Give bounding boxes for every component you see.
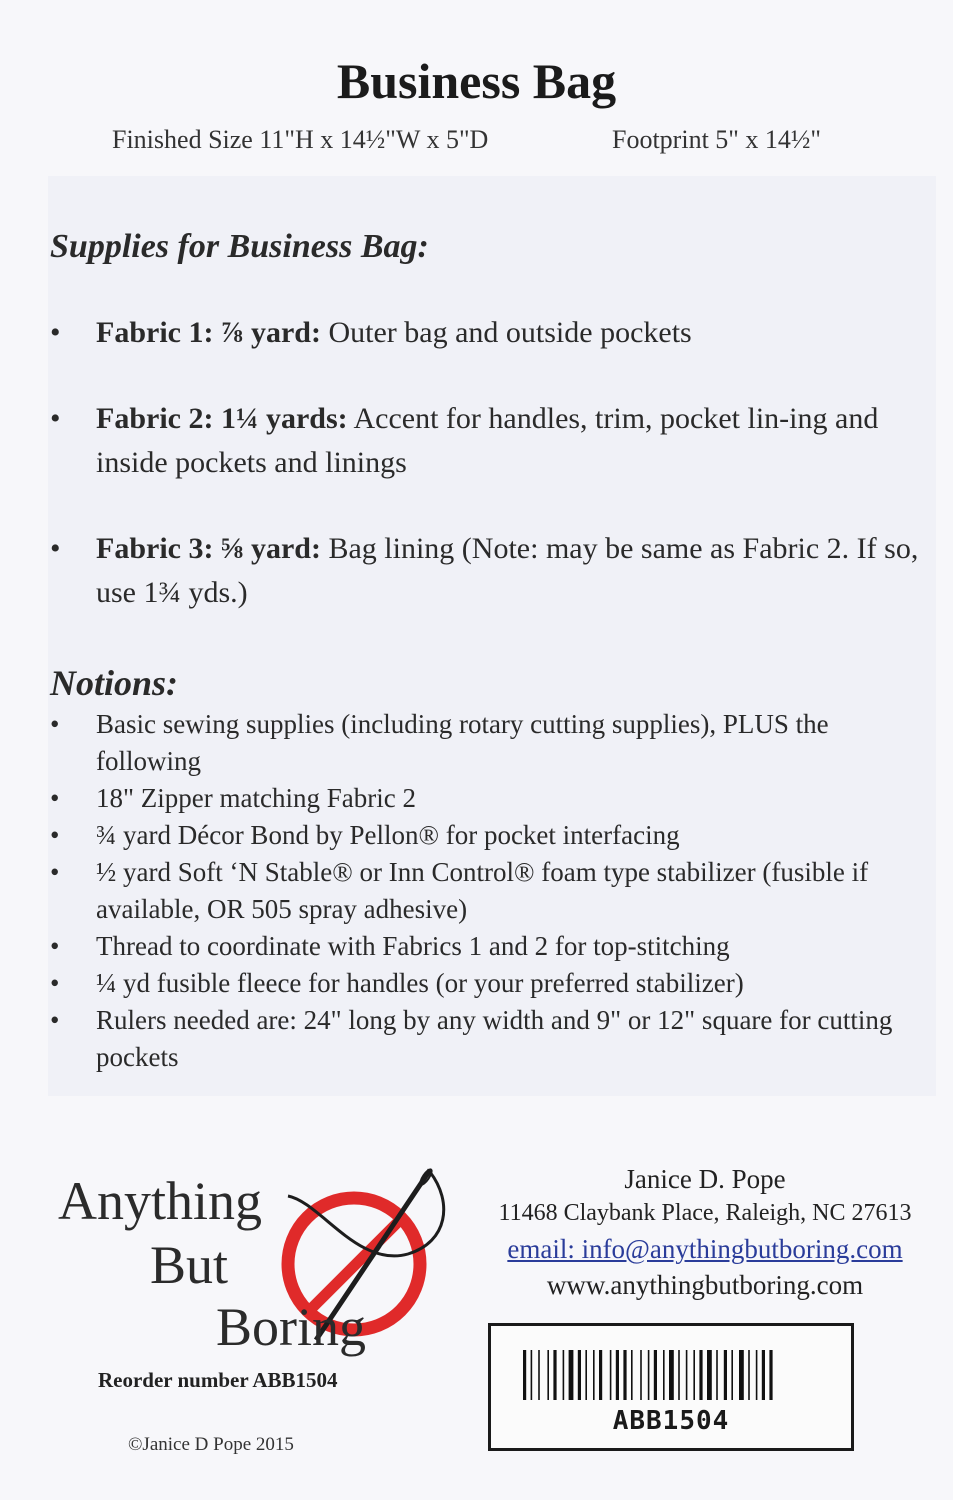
barcode-bar <box>678 1350 680 1400</box>
supply-item <box>50 397 920 485</box>
barcode-bar <box>731 1350 733 1400</box>
bullet: • <box>50 532 61 565</box>
barcode-bar <box>578 1350 581 1400</box>
contact-email-link[interactable]: email: info@anythingbutboring.com <box>507 1234 903 1264</box>
supply-text: Accent for handles, trim, pocket lin-ing and inside pockets and linings <box>96 402 879 479</box>
barcode-bar <box>623 1350 626 1400</box>
supply-item <box>50 311 920 355</box>
barcode-bar <box>640 1350 642 1400</box>
logo-word-but: But <box>150 1235 229 1295</box>
notion-item: • Thread to coordinate with Fabrics 1 and 2 for top-stitching <box>50 931 730 961</box>
finished-size: Finished Size 11"H x 14½"W x 5"D <box>112 125 489 154</box>
logo-word-boring: Boring <box>216 1297 367 1357</box>
notions-heading: Notions: <box>50 663 179 703</box>
barcode-bar <box>563 1350 565 1400</box>
barcode-bars <box>523 1350 819 1400</box>
barcode-bar <box>762 1350 765 1400</box>
notion-item: • ½ yard Soft ‘N Stable® or Inn Control® foam type stabilizer (fusible if available, OR 505 spray adhesive) <box>50 857 869 924</box>
contact-address: 11468 Claybank Place, Raleigh, NC 27613 <box>498 1200 912 1226</box>
notion-item: • ¼ yd fusible fleece for handles (or your preferred stabilizer) <box>50 968 744 998</box>
footprint: Footprint 5" x 14½" <box>612 125 822 154</box>
barcode-bar <box>693 1350 695 1400</box>
barcode-bar <box>739 1350 744 1400</box>
barcode-bar <box>724 1350 727 1400</box>
supply-text: Outer bag and outside pockets <box>320 316 692 349</box>
barcode-bar <box>748 1350 750 1400</box>
barcode-bar <box>616 1350 619 1400</box>
copyright: ©Janice D Pope 2015 <box>128 1434 294 1455</box>
barcode-bar <box>553 1350 556 1400</box>
barcode-bar <box>686 1350 688 1400</box>
barcode-bar <box>769 1350 772 1400</box>
barcode-bar <box>599 1350 602 1400</box>
barcode-bar <box>669 1350 674 1400</box>
supply-label: Fabric 1: ⅞ yard: <box>96 316 321 349</box>
notion-item: • Rulers needed are: 24" long by any width and 9" or 12" square for cutting pockets <box>50 1005 893 1072</box>
barcode-bar <box>610 1350 612 1400</box>
notions-list <box>50 706 920 1076</box>
barcode-bar <box>569 1350 574 1400</box>
barcode-bar <box>663 1350 665 1400</box>
barcode-bar <box>547 1350 549 1400</box>
barcode-bar <box>531 1350 533 1400</box>
page-title: Business Bag <box>336 53 617 109</box>
supply-label: Fabric 2: 1¼ yards: <box>96 402 348 435</box>
logo-word-anything: Anything <box>58 1171 263 1231</box>
supply-label: Fabric 3: ⅝ yard: <box>96 532 321 565</box>
barcode-bar <box>648 1350 650 1400</box>
barcode-bar <box>707 1350 712 1400</box>
barcode-bar <box>523 1350 526 1400</box>
barcode-bar <box>593 1350 595 1400</box>
website-link[interactable]: www.anythingbutboring.com <box>546 1270 864 1300</box>
barcode-bar <box>716 1350 718 1400</box>
notion-item: • 18" Zipper matching Fabric 2 <box>50 783 416 813</box>
barcode-bar <box>631 1350 633 1400</box>
barcode <box>488 1323 854 1451</box>
bullet: • <box>50 316 61 349</box>
reorder-number: Reorder number ABB1504 <box>98 1368 338 1392</box>
notion-item: • ¾ yard Décor Bond by Pellon® for pocket interfacing <box>50 820 680 850</box>
barcode-bar <box>699 1350 702 1400</box>
brand-logo <box>58 1162 458 1362</box>
barcode-bar <box>538 1350 540 1400</box>
supplies-heading: Supplies for Business Bag: <box>50 228 429 265</box>
bullet: • <box>50 402 61 435</box>
barcode-bar <box>585 1350 587 1400</box>
notion-item: • Basic sewing supplies (including rotary cutting supplies), PLUS the following <box>50 709 829 776</box>
contact-name: Janice D. Pope <box>624 1164 786 1194</box>
supply-text: Bag lining (Note: may be same as Fabric 2. If so, use 1¾ yds.) <box>96 532 919 609</box>
supply-item <box>50 527 920 615</box>
barcode-bar <box>654 1350 657 1400</box>
barcode-bar <box>756 1350 758 1400</box>
barcode-number: ABB1504 <box>612 1406 730 1436</box>
